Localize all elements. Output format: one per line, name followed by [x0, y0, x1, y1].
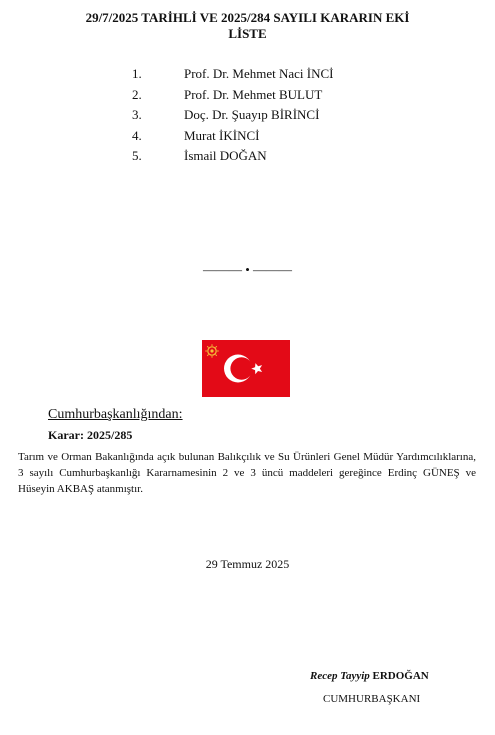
appointee-list: [132, 64, 333, 167]
decision-number: Karar: 2025/285: [48, 428, 133, 442]
list-item: [132, 126, 333, 147]
title-line-1: 29/7/2025 TARİHLİ VE 2025/284 SAYILI KARARIN EKİ: [85, 10, 410, 25]
decision-body-text: Tarım ve Orman Bakanlığında açık bulunan Balıkçılık ve Su Ürünleri Genel Müdür Yardımcılıklarına, 3 sayılı Cumhurbaşkanlığı Kararnamesinin 2 ve 3 üncü maddeleri gereğince Erdinç GÜNEŞ ve Hüseyin AKBAŞ atanmıştır.: [18, 451, 476, 495]
list-item-number: 4.: [132, 127, 142, 143]
list-item-name: Doç. Dr. Şuayıp BİRİNCİ: [184, 107, 320, 122]
list-item-name: Prof. Dr. Mehmet Naci İNCİ: [184, 66, 334, 81]
signer-given-name: Recep Tayyip: [310, 670, 370, 682]
list-item-number: 2.: [132, 86, 142, 102]
list-item-name: İsmail DOĞAN: [184, 148, 267, 163]
signer-name: [310, 670, 429, 682]
signer-surname: ERDOĞAN: [372, 670, 429, 682]
list-item-name: Murat İKİNCİ: [184, 127, 260, 143]
section-separator: ——— • ———: [202, 262, 293, 277]
list-item: [132, 85, 333, 106]
document-title: [0, 10, 495, 42]
list-item-number: 1.: [132, 66, 142, 81]
list-item: [132, 105, 333, 126]
list-item-number: 5.: [132, 148, 142, 163]
title-line-2: LİSTE: [228, 26, 267, 41]
list-item: [132, 146, 333, 167]
list-item-name: Prof. Dr. Mehmet BULUT: [184, 86, 323, 102]
list-item-number: 3.: [132, 107, 142, 122]
issuing-institution: Cumhurbaşkanlığından:: [48, 407, 183, 422]
list-item: [132, 64, 333, 85]
signer-title: CUMHURBAŞKANI: [323, 693, 421, 705]
turkish-flag-icon: [202, 340, 290, 397]
decision-date: 29 Temmuz 2025: [205, 557, 290, 571]
